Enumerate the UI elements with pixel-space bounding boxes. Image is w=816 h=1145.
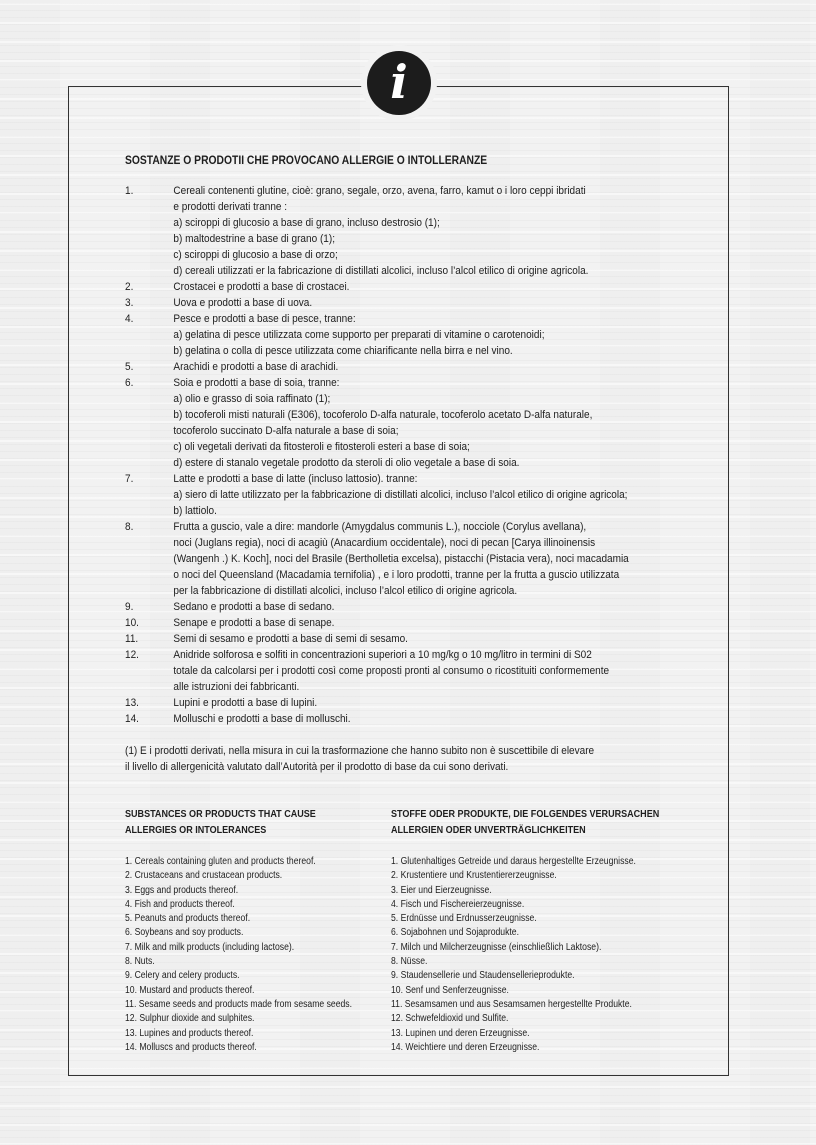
italian-list-line	[125, 679, 653, 695]
italian-list-line	[125, 615, 653, 631]
italian-list-line	[125, 263, 653, 279]
list-text: Semi di sesamo e prodotti a base di semi di sesamo.	[173, 633, 408, 645]
list-number: 4.	[125, 313, 134, 325]
list-text: Senape e prodotti a base di senape.	[173, 617, 335, 629]
list-text: per la fabbricazione di distillati alcolici, incluso l’alcol etilico di origine agricola.	[173, 585, 518, 597]
italian-list-line	[125, 311, 653, 327]
italian-list-line	[125, 375, 653, 391]
english-list-item: 9. Celery and celery products.	[125, 970, 240, 982]
german-allergen-list	[391, 855, 703, 1055]
italian-list-line	[125, 391, 653, 407]
italian-list-line	[125, 503, 653, 519]
german-list-item: 12. Schwefeldioxid und Sulfite.	[391, 1013, 509, 1025]
list-number: 5.	[125, 361, 134, 373]
english-list-item: 7. Milk and milk products (including lactose).	[125, 941, 295, 953]
italian-allergen-list	[125, 183, 725, 727]
list-number: 11.	[125, 633, 139, 645]
italian-list-line	[125, 551, 653, 567]
italian-list-line	[125, 327, 653, 343]
list-text: b) lattiolo.	[173, 505, 217, 517]
list-number: 6.	[125, 377, 134, 389]
italian-list-line	[125, 231, 653, 247]
italian-list-line	[125, 631, 653, 647]
english-list-item: 12. Sulphur dioxide and sulphites.	[125, 1013, 255, 1025]
english-title-line-1: SUBSTANCES OR PRODUCTS THAT CAUSE	[125, 808, 316, 820]
german-column	[391, 806, 703, 1055]
german-list-item: 5. Erdnüsse und Erdnusserzeugnisse.	[391, 913, 537, 925]
list-number: 8.	[125, 521, 134, 533]
italian-list-line	[125, 183, 653, 199]
german-title-line-2: ALLERGIEN ODER UNVERTRÄGLICHKEITEN	[391, 824, 586, 836]
english-list-item: 10. Mustard and products thereof.	[125, 984, 255, 996]
list-text: Uova e prodotti a base di uova.	[173, 297, 313, 309]
english-list-item: 8. Nuts.	[125, 956, 155, 968]
italian-list-line	[125, 711, 653, 727]
list-number: 9.	[125, 601, 134, 613]
list-text: e prodotti derivati tranne :	[173, 201, 288, 213]
german-list-item: 13. Lupinen und deren Erzeugnisse.	[391, 1027, 530, 1039]
list-number: 2.	[125, 281, 134, 293]
italian-list-line	[125, 583, 653, 599]
list-number: 13.	[125, 697, 139, 709]
english-list-item: 2. Crustaceans and crustacean products.	[125, 870, 283, 882]
italian-list-line	[125, 215, 653, 231]
page-title: SOSTANZE O PRODOTII CHE PROVOCANO ALLERGIE O INTOLLERANZE	[125, 153, 488, 167]
list-text: totale da calcolarsi per i prodotti così come proposti pronti al consumo o ricostituiti conformemente	[173, 665, 610, 677]
list-text: Lupini e prodotti a base di lupini.	[173, 697, 318, 709]
list-text: d) estere di stanalo vegetale prodotto da steroli di olio vegetale a base di soia.	[173, 457, 520, 469]
english-allergen-list	[125, 855, 383, 1055]
italian-list-line	[125, 471, 653, 487]
italian-list-line	[125, 695, 653, 711]
list-text: a) siero di latte utilizzato per la fabbricazione di distillati alcolici, incluso l’alcol etilico di origine agricola;	[173, 489, 628, 501]
list-text: c) sciroppi di glucosio a base di orzo;	[173, 249, 338, 261]
list-number: 10.	[125, 617, 139, 629]
german-list-item: 11. Sesamsamen und aus Sesamsamen hergestellte Produkte.	[391, 998, 632, 1010]
list-text: b) tocoferoli misti naturali (E306), tocoferolo D-alfa naturale, tocoferolo acetato D-alfa naturale,	[173, 409, 593, 421]
italian-list-line	[125, 343, 653, 359]
italian-list-line	[125, 439, 653, 455]
english-list-item: 14. Molluscs and products thereof.	[125, 1041, 257, 1053]
german-list-item: 1. Glutenhaltiges Getreide und daraus hergestellte Erzeugnisse.	[391, 856, 636, 867]
italian-list-line	[125, 279, 653, 295]
english-list-item: 6. Soybeans and soy products.	[125, 927, 244, 939]
german-list-item: 3. Eier und Eierzeugnisse.	[391, 884, 492, 896]
list-text: a) sciroppi di glucosio a base di grano, incluso destrosio (1);	[173, 217, 440, 229]
info-glyph: i	[390, 55, 408, 109]
list-text: Pesce e prodotti a base di pesce, tranne:	[173, 313, 356, 325]
english-list-item: 13. Lupines and products thereof.	[125, 1027, 254, 1039]
italian-list-line	[125, 647, 653, 663]
english-list-item: 4. Fish and products thereof.	[125, 898, 235, 910]
italian-list-line	[125, 663, 653, 679]
list-text: Soia e prodotti a base di soia, tranne:	[173, 377, 340, 389]
german-list-item: 7. Milch und Milcherzeugnisse (einschließlich Laktose).	[391, 941, 602, 953]
german-list-item: 8. Nüsse.	[391, 956, 428, 968]
list-text: Crostacei e prodotti a base di crostacei.	[173, 281, 350, 293]
list-text: Molluschi e prodotti a base di molluschi.	[173, 713, 351, 725]
english-list-item: 11. Sesame seeds and products made from sesame seeds.	[125, 998, 352, 1010]
list-text: tocoferolo succinato D-alfa naturale a base di soia;	[173, 425, 399, 437]
italian-list-line	[125, 423, 653, 439]
german-title-line-1: STOFFE ODER PRODUKTE, DIE FOLGENDES VERURSACHEN	[391, 808, 660, 820]
italian-list-line	[125, 519, 653, 535]
english-list-item: 1. Cereals containing gluten and products thereof.	[125, 856, 316, 867]
list-text: (Wangenh .) K. Koch], noci del Brasile (Bertholletia excelsa), pistacchi (Pistacia vera), noci macadamia	[173, 553, 629, 565]
english-list-item: 3. Eggs and products thereof.	[125, 884, 239, 896]
german-list-item: 14. Weichtiere und deren Erzeugnisse.	[391, 1041, 540, 1053]
list-text: a) olio e grasso di soia raffinato (1);	[173, 393, 331, 405]
footnote-line-1: (1) E i prodotti derivati, nella misura in cui la trasformazione che hanno subito non è suscettibile di elevare	[125, 745, 595, 757]
italian-list-line	[125, 487, 653, 503]
italian-list-line	[125, 455, 653, 471]
list-number: 1.	[125, 185, 134, 197]
list-text: Latte e prodotti a base di latte (incluso lattosio). tranne:	[173, 473, 418, 485]
list-text: noci (Juglans regia), noci di acagiù (Anacardium occidentale), noci di pecan [Carya illinoinensis	[173, 537, 596, 549]
list-text: d) cereali utilizzati er la fabricazione di distillati alcolici, incluso l’alcol etilico di origine agricola.	[173, 265, 589, 277]
list-text: b) maltodestrine a base di grano (1);	[173, 233, 335, 245]
list-text: c) oli vegetali derivati da fitosteroli e fitosteroli esteri a base di soia;	[173, 441, 470, 453]
list-number: 14.	[125, 713, 139, 725]
info-icon	[367, 51, 431, 115]
list-text: Sedano e prodotti a base di sedano.	[173, 601, 335, 613]
list-text: b) gelatina o colla di pesce utilizzata come chiarificante nella birra e nel vino.	[173, 345, 513, 357]
german-list-item: 10. Senf und Senferzeugnisse.	[391, 984, 509, 996]
list-text: alle istruzioni dei fabbricanti.	[173, 681, 300, 693]
list-number: 3.	[125, 297, 134, 309]
italian-list-line	[125, 599, 653, 615]
list-text: a) gelatina di pesce utilizzata come supporto per preparati di vitamine o carotenoidi;	[173, 329, 545, 341]
italian-list-line	[125, 247, 653, 263]
italian-list-line	[125, 295, 653, 311]
list-text: Frutta a guscio, vale a dire: mandorle (Amygdalus communis L.), nocciole (Corylus avellana),	[173, 521, 587, 533]
list-text: Cereali contenenti glutine, cioè: grano, segale, orzo, avena, farro, kamut o i loro ceppi ibridati	[173, 185, 586, 197]
german-list-item: 6. Sojabohnen und Sojaprodukte.	[391, 927, 519, 939]
list-number: 12.	[125, 649, 139, 661]
italian-list-line	[125, 567, 653, 583]
german-list-item: 2. Krustentiere und Krustentiererzeugnisse.	[391, 870, 557, 882]
list-text: o noci del Queensland (Macadamia ternifolia) , e i loro prodotti, tranne per la frutta a guscio utilizzata	[173, 569, 620, 581]
italian-list-line	[125, 535, 653, 551]
german-list-item: 4. Fisch und Fischereierzeugnisse.	[391, 898, 525, 910]
list-text: Anidride solforosa e solfiti in concentrazioni superiori a 10 mg/kg o 10 mg/litro in termini di S02	[173, 649, 592, 661]
italian-list-line	[125, 359, 653, 375]
english-title-line-2: ALLERGIES OR INTOLERANCES	[125, 824, 267, 836]
footnote	[125, 743, 723, 775]
english-list-item: 5. Peanuts and products thereof.	[125, 913, 251, 925]
english-column	[125, 806, 383, 1055]
footnote-line-2: il livello di allergenicità valutato dall’Autorità per il prodotto di base da cui sono derivati.	[125, 761, 509, 773]
list-number: 7.	[125, 473, 134, 485]
german-list-item: 9. Staudensellerie und Staudenselleriep​rodukte.	[391, 970, 575, 982]
italian-list-line	[125, 199, 653, 215]
list-text: Arachidi e prodotti a base di arachidi.	[173, 361, 339, 373]
italian-list-line	[125, 407, 653, 423]
